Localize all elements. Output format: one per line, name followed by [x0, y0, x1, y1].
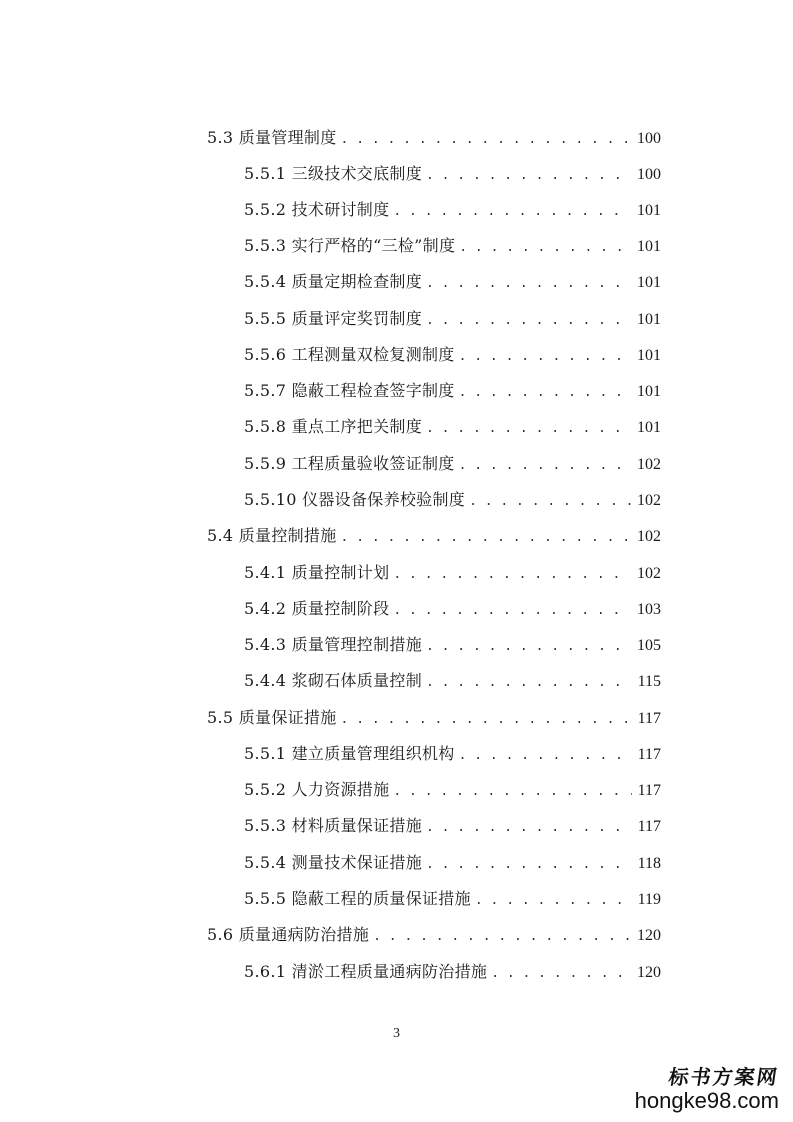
toc-entry-title: 5.5.8 重点工序把关制度: [244, 417, 422, 436]
toc-entry[interactable]: [244, 957, 661, 987]
toc-entry-title: 5.5.6 工程测量双检复测制度: [244, 345, 455, 364]
toc-entry-title: 5.5.3 实行严格的“三检”制度: [244, 236, 456, 255]
site-watermark: [635, 1061, 779, 1114]
toc-dot-leader: [341, 705, 632, 735]
toc-entry[interactable]: [244, 739, 661, 769]
toc-entry-page: 118: [637, 855, 661, 872]
toc-entry[interactable]: [207, 703, 661, 733]
toc-dot-leader: [426, 414, 631, 444]
toc-entry-page: 101: [637, 383, 661, 400]
toc-entry[interactable]: [207, 920, 661, 950]
toc-dot-leader: [426, 668, 632, 698]
toc-entry-title: 5.4 质量控制措施: [207, 526, 337, 545]
toc-dot-leader: [426, 161, 631, 191]
toc-entry-page: 101: [637, 311, 661, 328]
page-number: 3: [393, 1026, 400, 1041]
toc-entry-title: 5.5.1 建立质量管理组织机构: [244, 744, 455, 763]
toc-entry-page: 119: [637, 891, 661, 908]
toc-dot-leader: [459, 378, 631, 408]
toc-entry-page: 101: [637, 347, 661, 364]
toc-dot-leader: [426, 306, 631, 336]
toc-entry[interactable]: [244, 231, 661, 261]
toc-entry-title: 5.4.4 浆砌石体质量控制: [244, 671, 422, 690]
toc-entry-title: 5.5.2 技术研讨制度: [244, 200, 390, 219]
toc-entry[interactable]: [244, 848, 661, 878]
toc-entry-title: 5.6.1 清淤工程质量通病防治措施: [244, 962, 488, 981]
toc-entry[interactable]: [244, 195, 661, 225]
toc-dot-leader: [426, 813, 632, 843]
toc-dot-leader: [373, 922, 631, 952]
toc-dot-leader: [469, 487, 631, 517]
toc-entry[interactable]: [244, 304, 661, 334]
toc-entry-title: 5.5.10 仪器设备保养校验制度: [244, 490, 466, 509]
toc-dot-leader: [393, 560, 631, 590]
toc-entry-page: 100: [637, 130, 661, 147]
toc-dot-leader: [393, 596, 631, 626]
toc-dot-leader: [426, 850, 632, 880]
toc-dot-leader: [475, 886, 632, 916]
toc-entry-page: 117: [637, 818, 661, 835]
toc-entry[interactable]: [244, 884, 661, 914]
toc-entry-title: 5.4.3 质量管理控制措施: [244, 635, 422, 654]
toc-entry-page: 102: [637, 492, 661, 509]
toc-entry-page: 101: [637, 238, 661, 255]
toc-dot-leader: [426, 269, 631, 299]
toc-entry-title: 5.5.7 隐蔽工程检查签字制度: [244, 381, 455, 400]
toc-entry-title: 5.5.3 材料质量保证措施: [244, 816, 422, 835]
watermark-chinese-text: 标书方案网: [667, 1065, 781, 1089]
toc-dot-leader: [393, 197, 631, 227]
toc-entry[interactable]: [244, 558, 661, 588]
toc-dot-leader: [341, 125, 631, 155]
toc-entry-page: 101: [637, 274, 661, 291]
toc-entry-page: 100: [637, 166, 661, 183]
toc-entry[interactable]: [244, 449, 661, 479]
toc-entry[interactable]: [244, 666, 661, 696]
toc-entry-title: 5.5.1 三级技术交底制度: [244, 164, 422, 183]
toc-entry-title: 5.4.2 质量控制阶段: [244, 599, 390, 618]
toc-entry[interactable]: [207, 521, 661, 551]
toc-entry[interactable]: [244, 775, 661, 805]
toc-entry-page: 101: [637, 202, 661, 219]
toc-entry[interactable]: [244, 412, 661, 442]
toc-entry-title: 5.5.5 质量评定奖罚制度: [244, 309, 422, 328]
toc-dot-leader: [459, 741, 632, 771]
toc-entry-title: 5.5 质量保证措施: [207, 708, 337, 727]
toc-dot-leader: [491, 959, 631, 989]
toc-entry-page: 102: [637, 456, 661, 473]
toc-entry-title: 5.5.4 测量技术保证措施: [244, 853, 422, 872]
toc-entry-title: 5.5.5 隐蔽工程的质量保证措施: [244, 889, 471, 908]
toc-entry[interactable]: [244, 376, 661, 406]
toc-entry-page: 103: [637, 601, 661, 618]
toc-dot-leader: [393, 777, 631, 807]
toc-entry[interactable]: [244, 159, 661, 189]
toc-entry[interactable]: [244, 485, 661, 515]
toc-entry-title: 5.4.1 质量控制计划: [244, 563, 390, 582]
toc-dot-leader: [459, 451, 631, 481]
toc-entry-title: 5.3 质量管理制度: [207, 128, 337, 147]
toc-dot-leader: [459, 342, 631, 372]
watermark-url: hongke98.com: [634, 1088, 779, 1113]
toc-entry-page: 117: [637, 782, 661, 799]
toc-entry-page: 105: [637, 637, 661, 654]
toc-entry[interactable]: [207, 123, 661, 153]
toc-entry-title: 5.5.2 人力资源措施: [244, 780, 390, 799]
toc-entry[interactable]: [244, 340, 661, 370]
toc-entry[interactable]: [244, 811, 661, 841]
toc-dot-leader: [426, 632, 631, 662]
toc-entry-page: 102: [637, 565, 661, 582]
toc-entry-page: 101: [637, 419, 661, 436]
toc-entry-page: 117: [637, 710, 661, 727]
toc-entry-page: 120: [637, 927, 661, 944]
toc-entry[interactable]: [244, 594, 661, 624]
toc-dot-leader: [341, 523, 631, 553]
toc-entry[interactable]: [244, 267, 661, 297]
toc-dot-leader: [459, 233, 631, 263]
toc-entry-page: 120: [637, 964, 661, 981]
toc-entry-title: 5.6 质量通病防治措施: [207, 925, 370, 944]
toc-entry-page: 102: [637, 528, 661, 545]
toc-entry[interactable]: [244, 630, 661, 660]
toc-entry-title: 5.5.9 工程质量验收签证制度: [244, 454, 455, 473]
toc-entry-page: 117: [637, 746, 661, 763]
toc-entry-page: 115: [637, 673, 661, 690]
toc-entry-title: 5.5.4 质量定期检查制度: [244, 272, 422, 291]
